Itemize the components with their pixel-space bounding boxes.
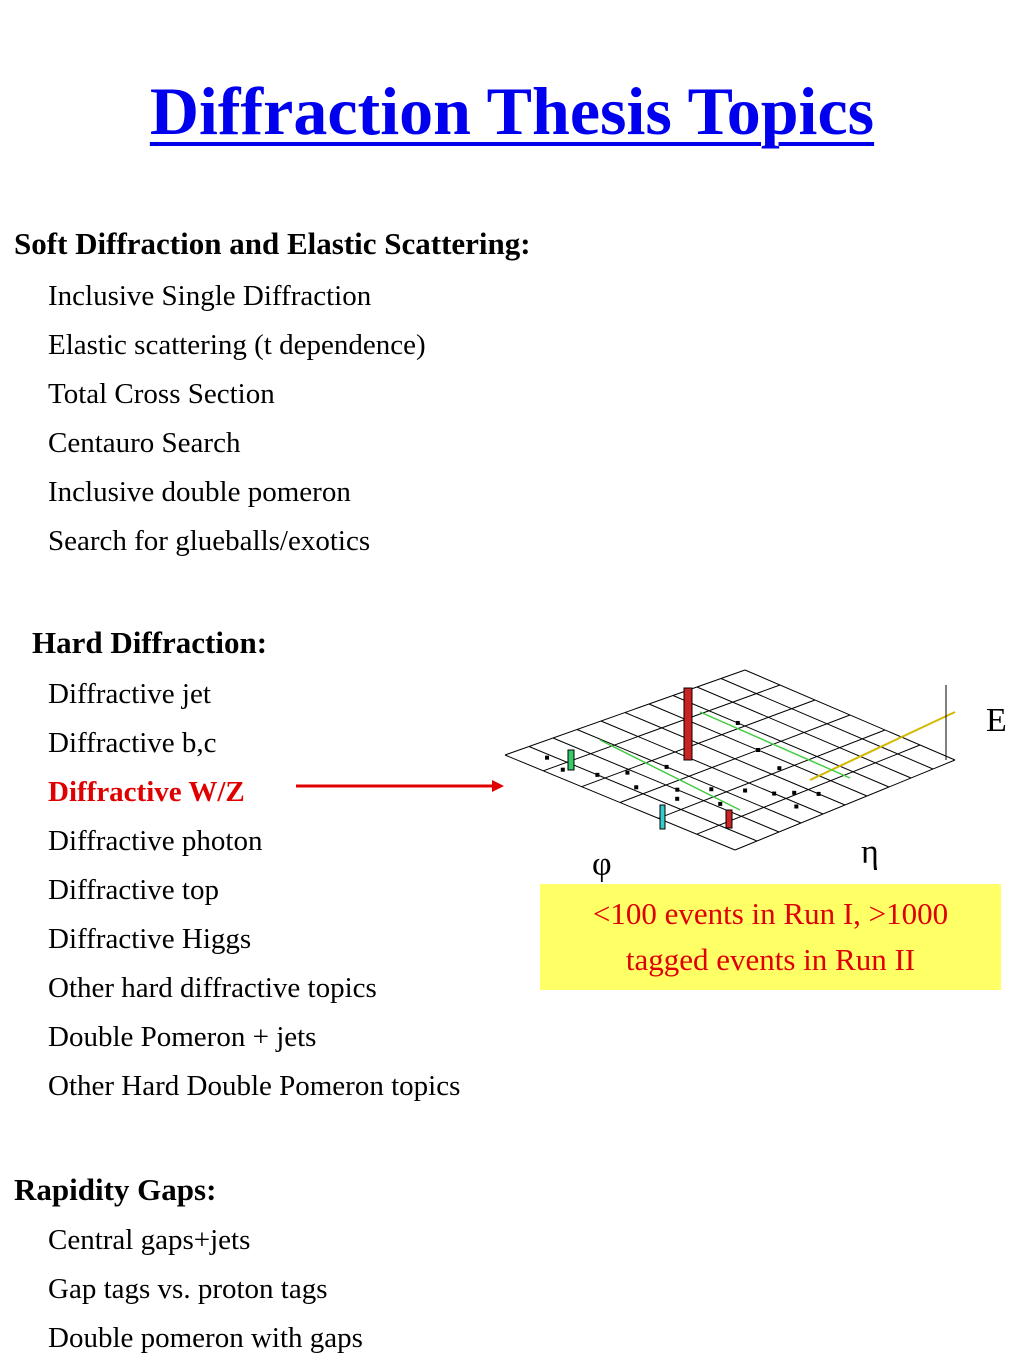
list-item: Centauro Search: [48, 427, 241, 459]
arrow-icon: [296, 776, 506, 796]
list-item: Inclusive double pomeron: [48, 476, 351, 508]
list-item: Total Cross Section: [48, 378, 275, 410]
section-heading-soft-diffraction: Soft Diffraction and Elastic Scattering:: [14, 226, 531, 261]
list-item: Double pomeron with gaps: [48, 1322, 363, 1354]
axis-label-eta: η: [861, 834, 879, 871]
axis-label-phi: φ: [592, 846, 612, 883]
list-item: Double Pomeron + jets: [48, 1021, 317, 1053]
list-item: Diffractive photon: [48, 825, 263, 857]
list-item: Gap tags vs. proton tags: [48, 1273, 328, 1305]
list-item: Diffractive jet: [48, 678, 211, 710]
lego-plot-tower-small: [726, 810, 732, 828]
lego-plot-tower-green: [568, 750, 574, 770]
list-item-highlighted: Diffractive W/Z: [48, 776, 245, 808]
lego-plot-green-line: [700, 712, 850, 778]
page-title: Diffraction Thesis Topics: [149, 73, 875, 149]
list-item: Diffractive Higgs: [48, 923, 252, 955]
callout-line-2: tagged events in Run II: [625, 942, 916, 977]
callout-line-1: <100 events in Run I, >1000: [592, 896, 949, 931]
axis-label-e: E: [986, 702, 1007, 739]
lego-plot-green-line: [600, 740, 740, 810]
lego-plot-tower-cyan: [660, 805, 665, 829]
list-item: Elastic scattering (t dependence): [48, 329, 426, 361]
list-item: Diffractive b,c: [48, 727, 217, 759]
list-item: Search for glueballs/exotics: [48, 525, 371, 557]
section-heading-rapidity-gaps: Rapidity Gaps:: [14, 1172, 217, 1207]
section-heading-hard-diffraction: Hard Diffraction:: [32, 625, 268, 660]
list-item: Other hard diffractive topics: [48, 972, 377, 1004]
list-item: Central gaps+jets: [48, 1224, 251, 1256]
list-item: Other Hard Double Pomeron topics: [48, 1070, 461, 1102]
list-item: Inclusive Single Diffraction: [48, 280, 372, 312]
lego-plot-illustration: [500, 660, 970, 860]
callout-box: [540, 884, 1001, 990]
lego-plot-tower-tall: [684, 688, 692, 760]
list-item: Diffractive top: [48, 874, 219, 906]
